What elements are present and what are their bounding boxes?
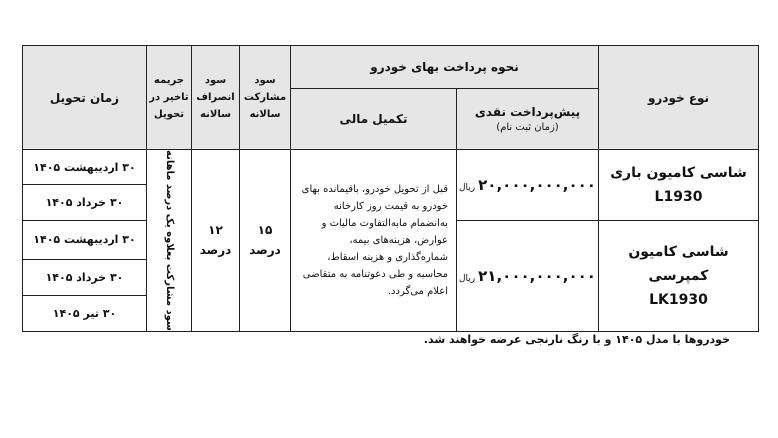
vehicle-model: LK1930 [649,291,708,308]
delay-penalty-cell [147,150,192,332]
vehicle-price-cell [457,221,599,332]
header-financial-completion: تکمیل مالی [291,89,457,150]
vehicle-model: L1930 [654,189,703,205]
vehicle-price: ۲۰,۰۰۰,۰۰۰,۰۰۰ [478,176,596,194]
delivery-date: ۳۰ خرداد ۱۴۰۵ [23,185,147,221]
header-delay-penalty: جریمه تاخیر در تحویل [147,46,192,150]
currency-label: ریال [459,273,476,284]
delivery-date: ۳۰ اردیبهشت ۱۴۰۵ [23,221,147,260]
cancellation-profit-value: ۱۲ [208,223,223,238]
participation-profit-value: ۱۵ [257,223,273,238]
delivery-date: ۳۰ اردیبهشت ۱۴۰۵ [23,150,147,185]
delivery-date: ۳۰ تیر ۱۴۰۵ [23,295,147,331]
header-vehicle-type: نوع خودرو [599,46,759,150]
vehicle-name-cell [599,221,759,332]
financial-completion-text: قبل از تحویل خودرو، باقیمانده بهای خودرو به قیمت روز کارخانه به‌انضمام مابه‌التفاوت مالیات و عوارض، هزینه‌های بیمه، شماره‌گذاری و هزینه اسقاط، محاسبه و طی دعوتنامه به متقاضی اعلام می‌گردد. [291,150,457,332]
header-cash-prepayment-sub: (زمان ثبت نام) [496,122,559,133]
header-payment-method: نحوه پرداخت بهای خودرو [291,46,599,89]
cancellation-profit-unit: درصد [199,243,232,258]
vehicle-price-cell [457,150,599,221]
participation-profit-cell [240,150,291,332]
header-participation-profit: سود مشارکت سالانه [240,46,291,150]
vehicle-name-cell [599,150,759,221]
header-cash-prepayment [457,89,599,150]
vehicle-price: ۲۱,۰۰۰,۰۰۰,۰۰۰ [478,266,596,285]
cancellation-profit-cell [192,150,240,332]
delay-penalty-text: سود مشارکت بعلاوه یک درصد ماهانه [164,150,175,331]
currency-label: ریال [459,183,476,193]
delivery-date: ۳۰ خرداد ۱۴۰۵ [23,259,147,295]
participation-profit-unit: درصد [249,243,281,258]
vehicle-name: شاسی کامیون باری [610,165,747,181]
header-cash-prepayment-label: پیش‌پرداخت نقدی [474,105,581,119]
header-delivery-time: زمان تحویل [23,46,147,150]
vehicle-sales-table [22,45,759,332]
vehicle-name: شاسی کامیون کمپرسی [628,243,729,284]
footnote: خودروها با مدل ۱۴۰۵ و با رنگ نارنجی عرضه خواهند شد. [423,333,730,346]
header-cancellation-profit: سود انصراف سالانه [192,46,240,150]
